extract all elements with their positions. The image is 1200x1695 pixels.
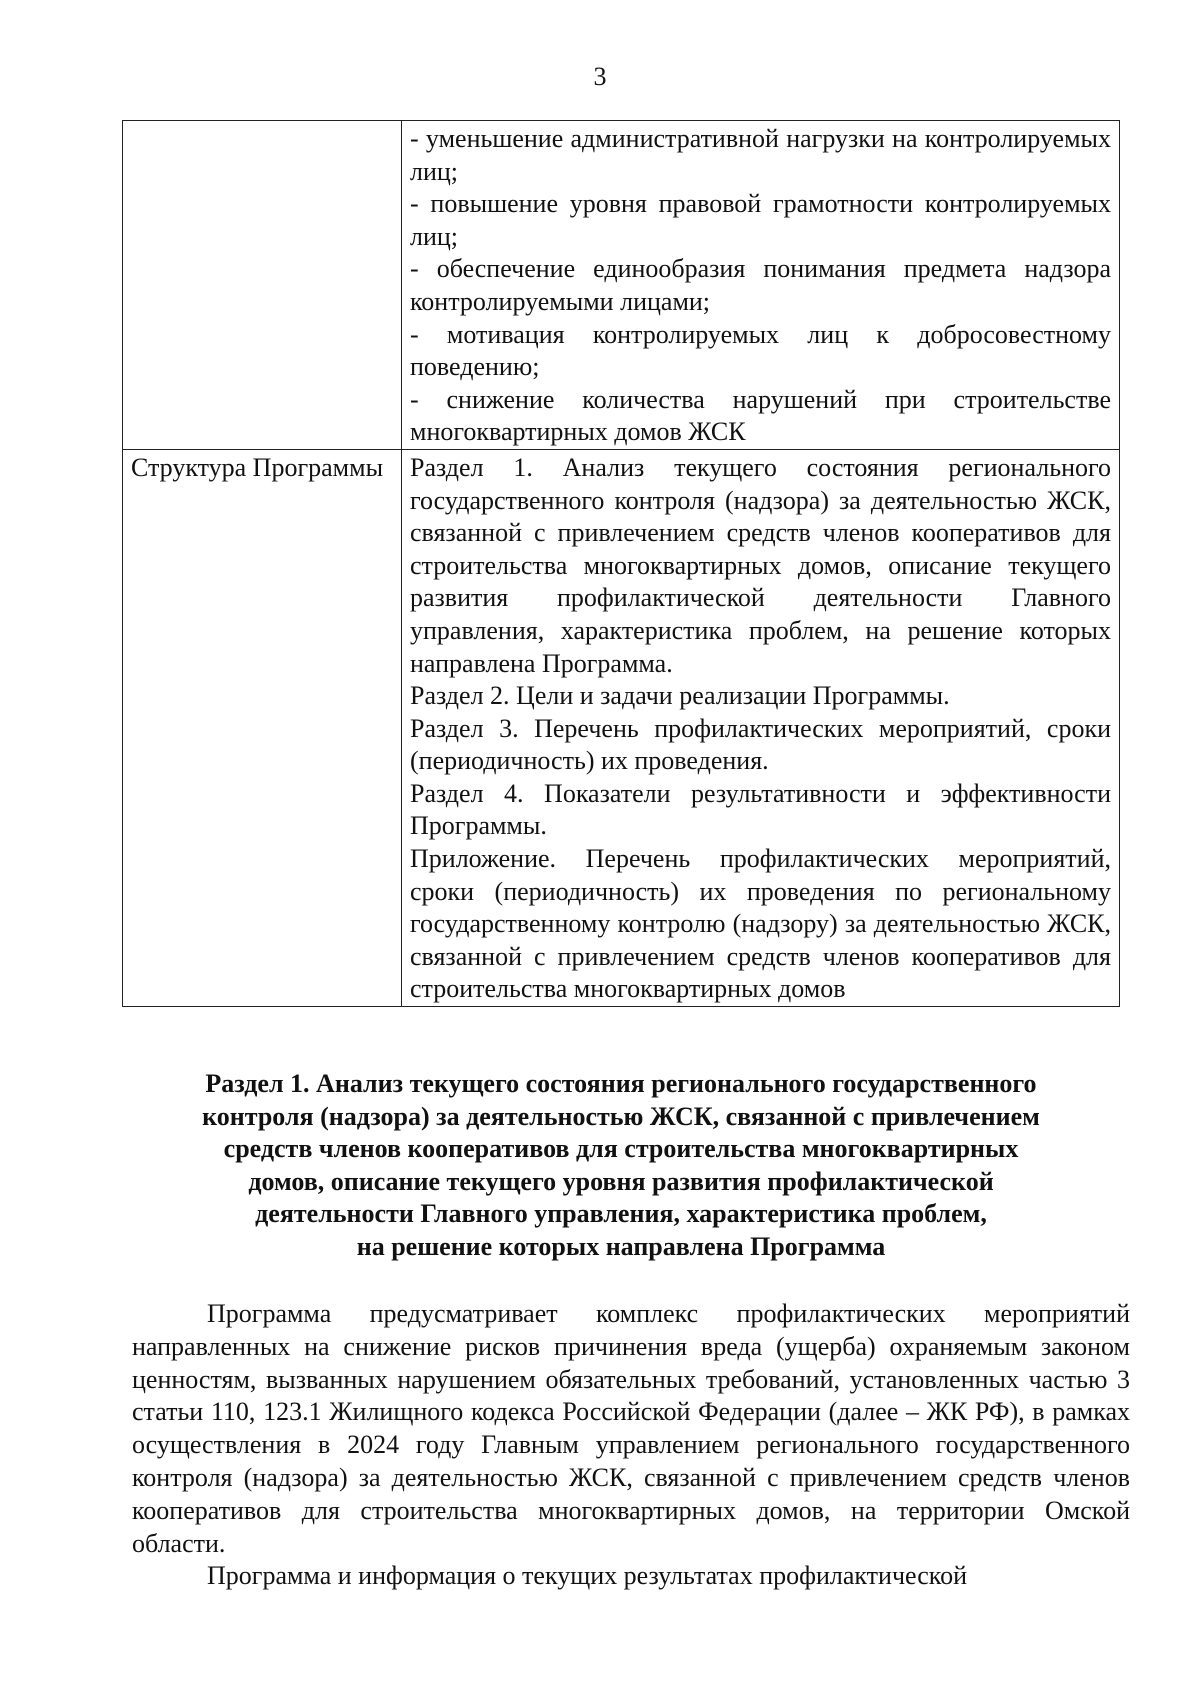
section-heading — [122, 1068, 1120, 1264]
paragraph: Программа и информация о текущих результатах профилактической — [207, 1561, 967, 1591]
row-value-cell — [402, 449, 1120, 1006]
section-body — [132, 1298, 1130, 1593]
list-item: Раздел 2. Цели и задачи реализации Программы. — [410, 681, 950, 711]
table-row — [123, 449, 1120, 1006]
list-item: - уменьшение административной нагрузки на контролируемых лиц; — [410, 124, 1111, 186]
list-item: Раздел 1. Анализ текущего состояния регионального государственного контроля (надзора) за деятельностью ЖСК, связанной с привлечением средств членов кооперативов для строительства многоквартирных домов, описание текущего развития профилактической деятельности Главного управления, характеристика проблем, на решение которых направлена Программа. — [410, 452, 1111, 678]
heading-line: домов, описание текущего уровня развития профилактической — [248, 1166, 994, 1196]
list-item: - снижение количества нарушений при строительстве многоквартирных домов ЖСК — [410, 384, 1111, 447]
list-item: Приложение. Перечень профилактических мероприятий, сроки (периодичность) их проведения по региональному государственному контролю (надзору) за деятельностью ЖСК, связанной с привлечением средств членов кооперативов для строительства многоквартирных домов — [410, 844, 1111, 1004]
heading-line: контроля (надзора) за деятельностью ЖСК, связанной с привлечением — [202, 1101, 1040, 1131]
row-label-cell: Структура Программы — [123, 449, 402, 1006]
row-value-cell — [402, 121, 1120, 450]
list-item: Раздел 4. Показатели результативности и эффективности Программы. — [410, 778, 1111, 841]
paragraph: Программа предусматривает комплекс профилактических мероприятий направленных на снижение рисков причинения вреда (ущерба) охраняемым законом ценностям, вызванных нарушением обязательных требований, установленных частью 3 статьи 110, 123.1 Жилищного кодекса Российской Федерации (далее – ЖК РФ), в рамках осуществления в 2024 году Главным управлением регионального государственного контроля (надзора) за деятельностью ЖСК, связанной с привлечением средств членов кооперативов для строительства многоквартирных домов, на территории Омской области. — [132, 1299, 1130, 1558]
list-item: Раздел 3. Перечень профилактических мероприятий, сроки (периодичность) их проведения. — [410, 713, 1111, 776]
heading-line: Раздел 1. Анализ текущего состояния регионального государственного — [205, 1069, 1037, 1098]
heading-line: деятельности Главного управления, характеристика проблем, — [255, 1199, 987, 1229]
program-passport-table — [122, 120, 1120, 1007]
row-label-cell — [123, 121, 402, 450]
page-number: 3 — [593, 62, 607, 91]
heading-line: на решение которых направлена Программа — [356, 1231, 886, 1261]
heading-line: средств членов кооперативов для строительства многоквартирных — [223, 1134, 1019, 1164]
list-item: - обеспечение единообразия понимания предмета надзора контролируемыми лицами; — [410, 254, 1111, 316]
list-item: - мотивация контролируемых лиц к добросовестному поведению; — [410, 319, 1111, 382]
list-item: - повышение уровня правовой грамотности контролируемых лиц; — [410, 189, 1111, 251]
table-row — [123, 121, 1120, 450]
